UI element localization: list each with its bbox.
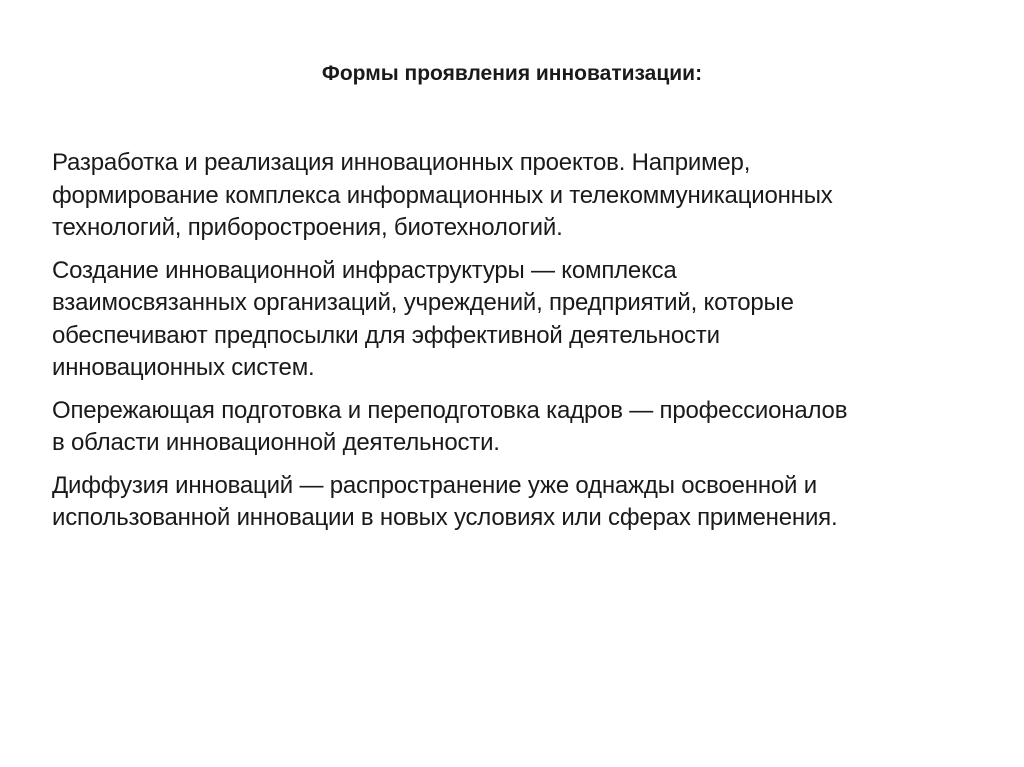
paragraph-infrastructure: Создание инновационной инфраструктуры — комплекса взаимосвязанных организаций, учреждений, предприятий, которые обеспечивают предпосылки для эффективной деятельности инновационных систем. xyxy=(52,256,794,381)
paragraph-projects: Разработка и реализация инновационных проектов. Например, формирование комплекса информационных и телекоммуникационных технологий, приборостроения, биотехнологий. xyxy=(52,149,833,241)
paragraph-training: Опережающая подготовка и переподготовка кадров — профессионалов в области инновационной деятельности. xyxy=(52,396,848,456)
slide-body xyxy=(52,147,982,545)
paragraph-diffusion: Диффузия инноваций — распространение уже однажды освоенной и использованной инновации в новых условиях или сферах применения. xyxy=(52,471,838,531)
slide-title: Формы проявления инноватизации: xyxy=(321,62,703,85)
